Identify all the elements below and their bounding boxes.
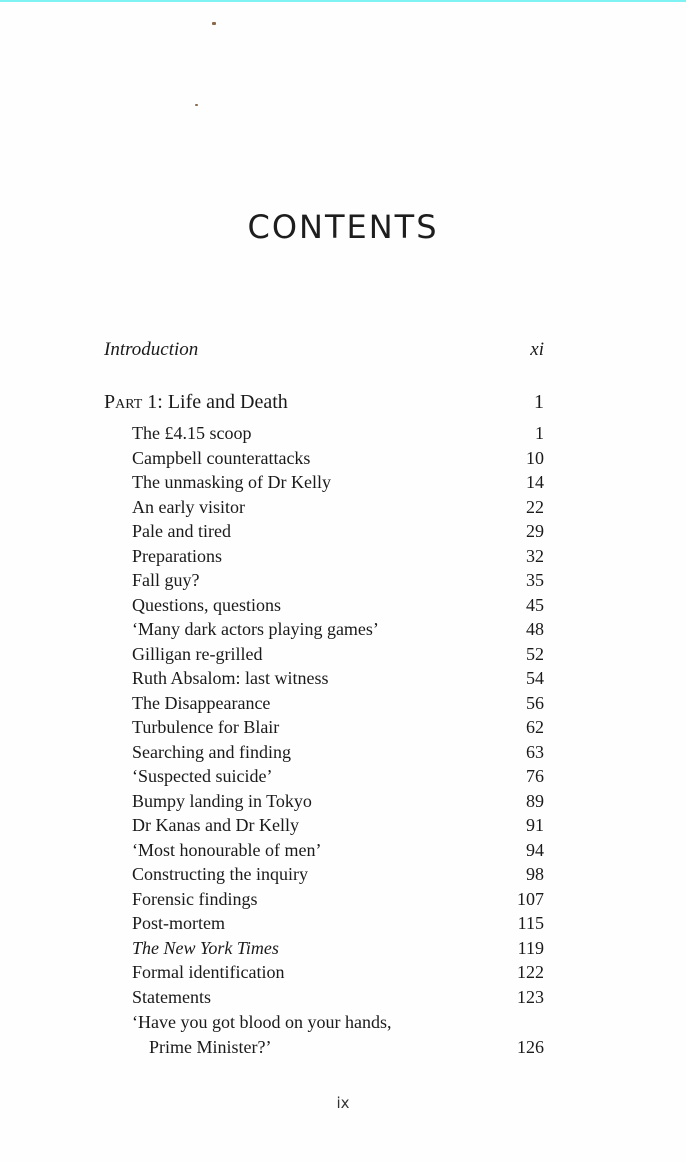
toc-label: Bumpy landing in Tokyo [132, 790, 312, 811]
toc-entry [104, 495, 544, 519]
toc-page: 48 [526, 619, 544, 639]
toc-label: Fall guy? [132, 570, 200, 590]
toc-label: Formal identification [132, 962, 285, 982]
toc-page: 126 [517, 1037, 544, 1057]
toc-page: xi [530, 339, 544, 360]
toc-page: 107 [517, 888, 544, 909]
toc-label: The New York Times [132, 937, 279, 958]
toc-page: 98 [526, 864, 544, 884]
toc-label: Turbulence for Blair [132, 717, 280, 737]
toc-label: Pale and tired [132, 521, 231, 541]
toc-entry [104, 593, 544, 617]
toc-page: 76 [526, 766, 544, 786]
toc-entry [104, 544, 544, 568]
toc-label: Gilligan re-grilled [132, 643, 263, 664]
toc-page: 115 [517, 913, 544, 933]
toc-page: 35 [526, 570, 544, 590]
toc-page: 14 [526, 472, 544, 492]
part-label: Life and Death [167, 391, 288, 413]
toc-entry [104, 519, 544, 543]
toc-entry [104, 617, 544, 641]
toc-label: ‘Suspected suicide’ [132, 766, 273, 786]
toc-page: 29 [526, 521, 544, 541]
toc-entry [104, 470, 544, 494]
toc-label: Post-mortem [132, 913, 225, 933]
toc-label: Dr Kanas and Dr Kelly [132, 815, 299, 835]
toc-label: ‘Have you got blood on your hands, [132, 1012, 392, 1032]
toc-entry [104, 887, 544, 911]
toc-label: The Disappearance [132, 692, 271, 713]
toc-entry [104, 568, 544, 592]
toc-label: Searching and finding [132, 741, 291, 762]
toc-entry [104, 642, 544, 666]
toc-page: 1 [534, 391, 544, 413]
toc-page: 54 [526, 668, 544, 688]
toc-entry [104, 985, 544, 1009]
toc-page: 52 [526, 643, 544, 664]
toc-entry [104, 911, 544, 935]
toc-label: Constructing the inquiry [132, 864, 308, 884]
toc-page: 94 [526, 839, 544, 860]
toc-label: Statements [132, 986, 211, 1007]
scan-speck [195, 104, 198, 106]
toc-entry [104, 862, 544, 886]
part-prefix: Part 1: [104, 391, 163, 413]
page-number: ix [336, 1094, 350, 1112]
page-title: CONTENTS [247, 208, 439, 246]
scan-speck [212, 22, 216, 25]
toc-page: 123 [517, 986, 544, 1007]
toc-page: 10 [526, 447, 544, 468]
toc-label: Introduction [104, 339, 199, 360]
toc-label: Prime Minister?’ [149, 1037, 272, 1057]
toc-page: 89 [526, 790, 544, 811]
toc-label: Questions, questions [132, 594, 282, 615]
toc-label: Campbell counterattacks [132, 447, 311, 468]
toc-label: ‘Most honourable of men’ [132, 839, 322, 860]
toc-entry [104, 666, 544, 690]
toc-part-heading [104, 390, 544, 414]
toc-label: Preparations [132, 545, 222, 566]
toc-page: 63 [526, 741, 544, 762]
toc-label: The unmasking of Dr Kelly [132, 472, 331, 492]
toc-entry [104, 789, 544, 813]
toc-page: 122 [517, 962, 544, 982]
toc-entry [104, 421, 544, 445]
toc-page: 56 [526, 692, 544, 713]
toc-entry [104, 715, 544, 739]
toc-page: 45 [526, 594, 544, 615]
toc-entry [104, 691, 544, 715]
scan-edge-line [0, 0, 686, 2]
toc-label: Forensic findings [132, 888, 258, 909]
toc-page: 22 [526, 496, 544, 517]
toc-page: 32 [526, 545, 544, 566]
toc-entry [104, 1010, 544, 1034]
toc-entry [104, 936, 544, 960]
toc-entry [104, 764, 544, 788]
toc-page: 62 [526, 717, 544, 737]
toc-label: Ruth Absalom: last witness [132, 668, 329, 688]
toc-entry [104, 813, 544, 837]
toc-label: ‘Many dark actors playing games’ [132, 619, 379, 639]
toc-label: An early visitor [132, 496, 245, 517]
toc-entry [104, 960, 544, 984]
toc-entry [104, 838, 544, 862]
toc-page: 1 [535, 423, 544, 443]
toc-page: 119 [517, 937, 544, 958]
toc-entry [104, 740, 544, 764]
toc-entry-introduction [104, 338, 544, 362]
toc-label: The £4.15 scoop [132, 423, 252, 443]
toc-entry [104, 446, 544, 470]
toc-entry-continuation [104, 1035, 544, 1059]
toc-page: 91 [526, 815, 544, 835]
